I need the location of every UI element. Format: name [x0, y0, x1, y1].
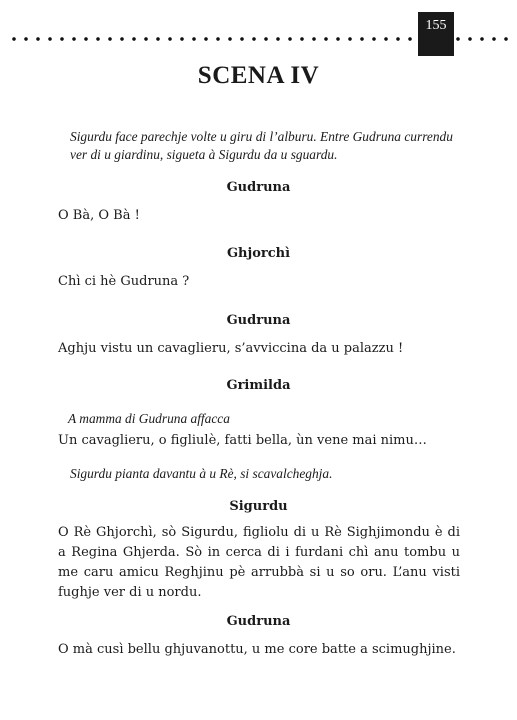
speaker-name: Ghjorchì — [226, 246, 291, 261]
dialogue-line: Un cavaglieru, o figliulè, fatti bella, ùn vene mai nimu… — [58, 433, 427, 448]
speaker-name: Gudruna — [226, 313, 291, 328]
stage-direction: Sigurdu face parechje volte u giru di l’alburu. Entre Gudruna currendu ver di u giardinu, sigueta à Sigurdu da u sguardu. — [70, 129, 453, 162]
dialogue-line: Chì ci hè Gudruna ? — [58, 274, 190, 289]
stage-direction: A mamma di Gudruna affacca — [68, 411, 230, 426]
speaker-name: Gudruna — [226, 180, 291, 195]
stage-direction: Sigurdu pianta davantu à u Rè, si scavalcheghja. — [70, 466, 333, 481]
dialogue-paragraph: O Rè Ghjorchì, sò Sigurdu, figliolu di u Rè Sighjimondu è di a Regina Ghjerda. Sò in cerca di i furdani chì anu tombu u me caru amicu Reghjinu pè arrubbà si u so oru. L’anu visti fughje ver di u nordu. — [58, 525, 460, 600]
speaker-name: Grimilda — [226, 378, 291, 393]
speaker-name: Gudruna — [226, 614, 291, 629]
page-number-badge — [418, 12, 454, 56]
dialogue-line: O mà cusì bellu ghjuvanottu, u me core batte a scimughjine. — [58, 642, 456, 657]
page-number: 155 — [425, 18, 447, 33]
speaker-name: Sigurdu — [229, 499, 288, 514]
dialogue-line: Aghju vistu un cavaglieru, s’avviccina da u palazzu ! — [58, 341, 404, 356]
dialogue-line: O Bà, O Bà ! — [58, 208, 140, 223]
scene-title: SCENA IV — [197, 62, 320, 89]
